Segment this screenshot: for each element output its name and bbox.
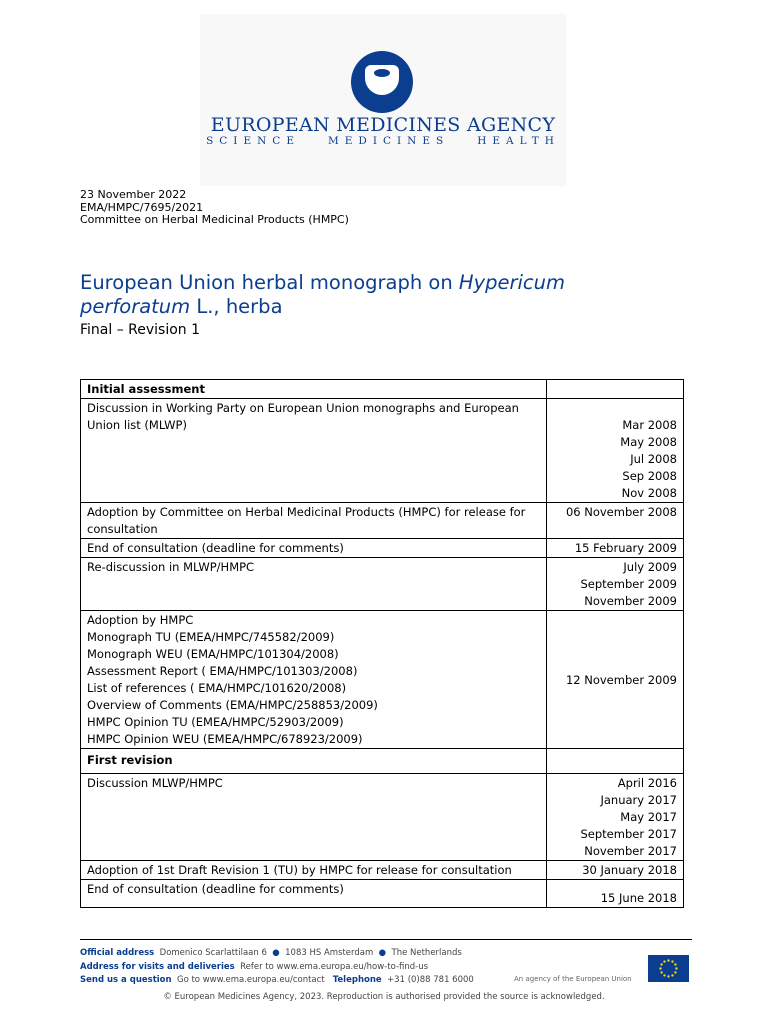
footer-divider [80, 939, 692, 940]
page-title: European Union herbal monograph on Hypericum perforatum L., herba [80, 271, 566, 318]
page-subtitle: Final – Revision 1 [80, 322, 201, 338]
table-row: End of consultation (deadline for comments) 15 June 2018 [81, 880, 684, 908]
footer: Official address Domenico Scarlattilaan 6 ● 1083 HS Amsterdam ● The Netherlands Address for visits and deliveries Refer to www.ema.europa.eu/how-to-find-us Send us a question Go to www.ema.europa.eu/contact Telephone +31 (0)88 781 6000 [80, 948, 474, 985]
table-row: Adoption of 1st Draft Revision 1 (TU) by HMPC for release for consultation 30 January 2018 [81, 861, 684, 880]
document-meta [80, 189, 349, 227]
agency-tagline: SCIENCE MEDICINES HEALTH [206, 135, 560, 147]
table-row: Adoption by HMPC Monograph TU (EMEA/HMPC/745582/2009) Monograph WEU (EMA/HMPC/101304/2008) Assessment Report ( EMA/HMPC/101303/2008) List of references ( EMA/HMPC/101620/2008) Overview of Comments (EMA/HMPC/258853/2009) HMPC Opinion TU (EMEA/HMPC/52903/2009) HMPC Opinion WEU (EMEA/HMPC/678923/2009) 12 November 2009 [81, 611, 684, 749]
committee-name: Committee on Herbal Medicinal Products (HMPC) [80, 213, 349, 226]
agency-note: An agency of the European Union [514, 975, 632, 983]
document-reference: EMA/HMPC/7695/2021 [80, 200, 204, 214]
species-name: Hypericum perforatum [80, 271, 566, 318]
table-section-header: First revision [81, 749, 684, 774]
agency-name: EUROPEAN MEDICINES AGENCY [210, 114, 556, 136]
ema-logo [200, 14, 566, 186]
table-section-header: Initial assessment [81, 380, 684, 399]
table-row: Discussion MLWP/HMPC April 2016 January 2017 May 2017 September 2017 November 2017 [81, 774, 684, 861]
procedure-history-table [80, 379, 684, 908]
table-row: Adoption by Committee on Herbal Medicinal Products (HMPC) for release for consultation 06 November 2008 [81, 503, 684, 539]
table-row: Discussion in Working Party on European Union monographs and European Union list (MLWP) Mar 2008 May 2008 Jul 2008 Sep 2008 Nov 2008 [81, 399, 684, 503]
document-date: 23 November 2022 [80, 188, 187, 201]
table-row: Re-discussion in MLWP/HMPC July 2009 September 2009 November 2009 [81, 558, 684, 611]
eu-flag-icon [648, 955, 689, 982]
copyright-notice: © European Medicines Agency, 2023. Reproduction is authorised provided the source is acknowledged. [163, 992, 605, 1002]
contact-link[interactable]: Go to www.ema.europa.eu/contact [176, 975, 325, 985]
ema-emblem-icon [351, 51, 413, 113]
table-row: End of consultation (deadline for comments) 15 February 2009 [81, 539, 684, 558]
visits-link[interactable]: Refer to www.ema.europa.eu/how-to-find-us [240, 961, 429, 972]
